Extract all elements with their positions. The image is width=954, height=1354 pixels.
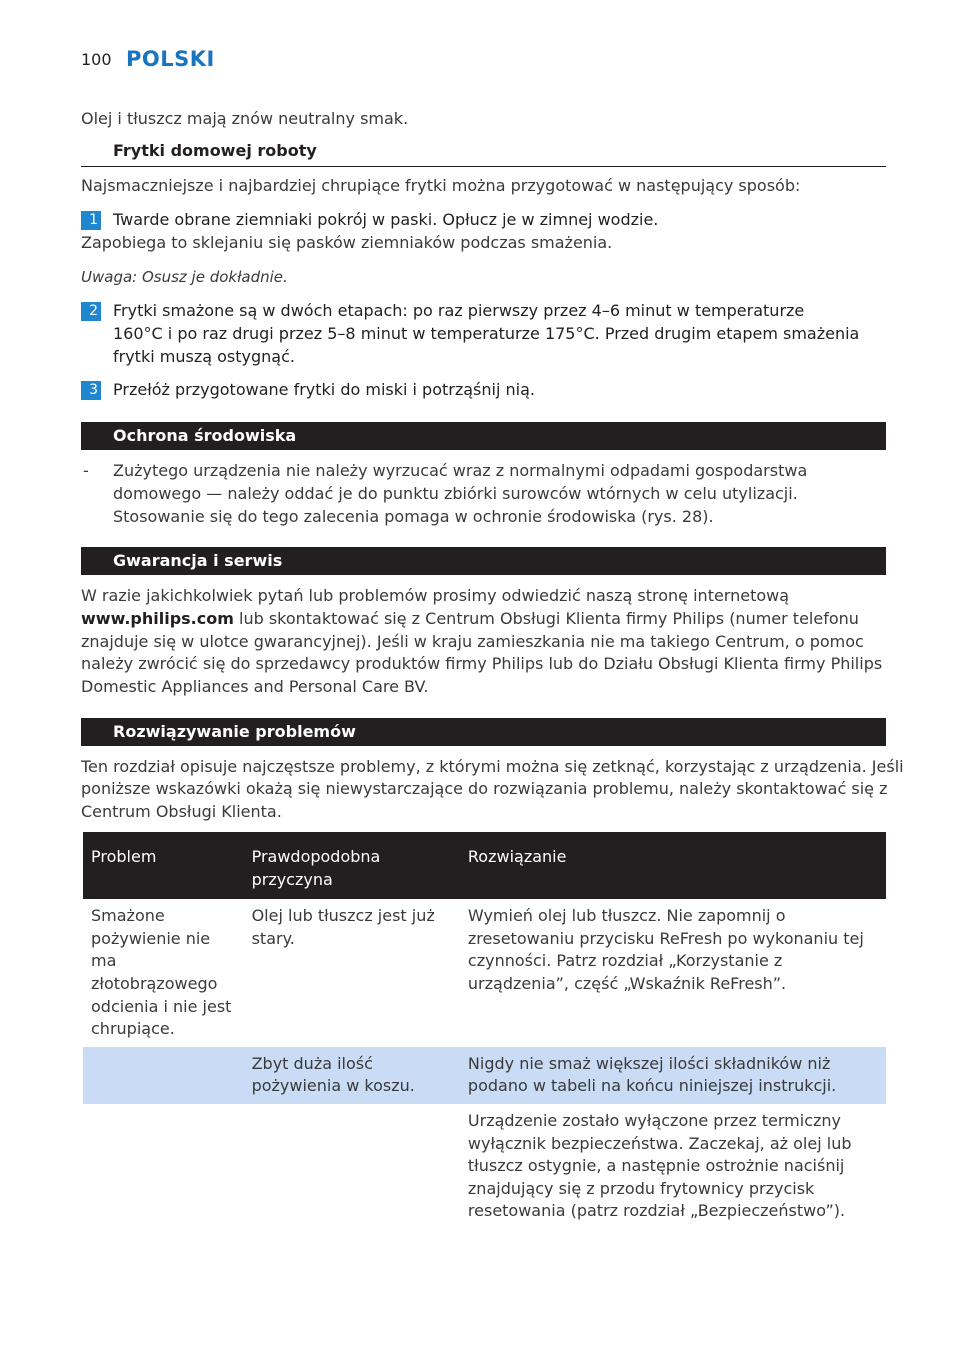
step-3-text: Przełóż przygotowane frytki do miski i potrząśnij nią. xyxy=(113,380,535,399)
environment-line-1: Zużytego urządzenia nie należy wyrzucać wraz z normalnymi odpadami gospodarstwa xyxy=(113,461,808,480)
col-header-problem: Problem xyxy=(83,832,244,899)
fries-intro: Najsmaczniejsze i najbardziej chrupiące frytki można przygotować w następujący sposób: xyxy=(81,176,801,195)
step-number-1: 1 xyxy=(81,211,101,230)
table-row xyxy=(83,899,886,1047)
troubleshooting-line-3: Centrum Obsługi Klienta. xyxy=(81,802,282,821)
table-cell-problem xyxy=(83,1047,244,1104)
page-number: 100 xyxy=(81,50,112,69)
philips-link[interactable]: www.philips.com xyxy=(81,609,234,628)
table-cell-solution: Nigdy nie smaż większej ilości składników niż podano w tabeli na końcu niniejszej instrukcji. xyxy=(460,1047,886,1104)
step-2-line-1: Frytki smażone są w dwóch etapach: po raz pierwszy przez 4–6 minut w temperaturze xyxy=(113,301,805,320)
col-header-cause: Prawdopodobna przyczyna xyxy=(244,832,460,899)
table-cell-cause: Zbyt duża ilość pożywienia w koszu. xyxy=(244,1047,460,1104)
table-cell-solution: Urządzenie zostało wyłączone przez termiczny wyłącznik bezpieczeństwa. Zaczekaj, aż olej lub tłuszcz ostygnie, a następnie ostrożnie naciśnij znajdujący się z przodu frytownicy przycisk resetowania (patrz rozdział „Bezpieczeństwo”). xyxy=(467,1110,852,1221)
col-header-solution: Rozwiązanie xyxy=(460,832,886,899)
step-2-line-2: 160°C i po raz drugi przez 5–8 minut w temperaturze 175°C. Przed drugim etapem smażenia xyxy=(113,324,860,343)
warranty-line-2-rest: lub skontaktować się z Centrum Obsługi Klienta firmy Philips (numer telefonu xyxy=(233,609,859,628)
warranty-line-5: Domestic Appliances and Personal Care BV. xyxy=(81,677,429,696)
warranty-line-2 xyxy=(81,608,859,631)
troubleshooting-line-1: Ten rozdział opisuje najczęstsze problemy, z którymi można się zetknąć, korzystając z urządzenia. Jeśli xyxy=(81,757,904,776)
table-cell-problem xyxy=(83,1104,244,1229)
environment-heading: Ochrona środowiska xyxy=(81,422,886,450)
warranty-line-4: należy zwrócić się do sprzedawcy produktów firmy Philips lub do Działu Obsługi Klienta firmy Philips xyxy=(81,654,883,673)
table-row xyxy=(83,1104,886,1229)
troubleshooting-heading: Rozwiązywanie problemów xyxy=(81,718,886,746)
heading-rule xyxy=(81,166,886,167)
table-cell-problem: Smażone pożywienie nie ma złotobrązowego odcienia i nie jest chrupiące. xyxy=(91,906,232,1039)
table-cell-cause: Olej lub tłuszcz jest już stary. xyxy=(251,906,435,948)
step-1-text: Twarde obrane ziemniaki pokrój w paski. Opłucz je w zimnej wodzie. xyxy=(113,210,659,229)
language-title: POLSKI xyxy=(126,47,215,71)
warranty-line-3: znajduje się w ulotce gwarancyjnej). Jeśli w kraju zamieszkania nie ma takiego Centrum, o pomoc xyxy=(81,632,864,651)
table-row xyxy=(83,1047,886,1104)
uwaga-note: Uwaga: Osusz je dokładnie. xyxy=(81,268,288,286)
table-header-row xyxy=(83,832,886,899)
step-2-line-3: frytki muszą ostygnąć. xyxy=(113,347,295,366)
troubleshooting-table xyxy=(83,832,886,1229)
warranty-heading: Gwarancja i serwis xyxy=(81,547,886,575)
intro-line: Olej i tłuszcz mają znów neutralny smak. xyxy=(81,109,409,128)
table-cell-cause xyxy=(244,1104,460,1229)
environment-line-2: domowego — należy oddać je do punktu zbiórki surowców wtórnych w celu utylizacji. xyxy=(113,484,798,503)
step-1-note: Zapobiega to sklejaniu się pasków ziemniaków podczas smażenia. xyxy=(81,233,613,252)
troubleshooting-line-2: poniższe wskazówki okażą się niewystarczające do rozwiązania problemu, należy skontaktować się z xyxy=(81,779,888,798)
environment-line-3: Stosowanie się do tego zalecenia pomaga w ochronie środowiska (rys. 28). xyxy=(113,507,714,526)
step-number-2: 2 xyxy=(81,302,101,321)
step-number-3: 3 xyxy=(81,381,101,400)
environment-dash: - xyxy=(83,461,89,480)
table-cell-solution: Wymień olej lub tłuszcz. Nie zapomnij o zresetowaniu przycisku ReFresh po wykonaniu tej czynności. Patrz rozdział „Korzystanie z urządzenia”, część „Wskaźnik ReFresh”. xyxy=(467,906,864,993)
fries-heading: Frytki domowej roboty xyxy=(113,141,317,160)
warranty-line-1: W razie jakichkolwiek pytań lub problemów prosimy odwiedzić naszą stronę internetową xyxy=(81,586,790,605)
